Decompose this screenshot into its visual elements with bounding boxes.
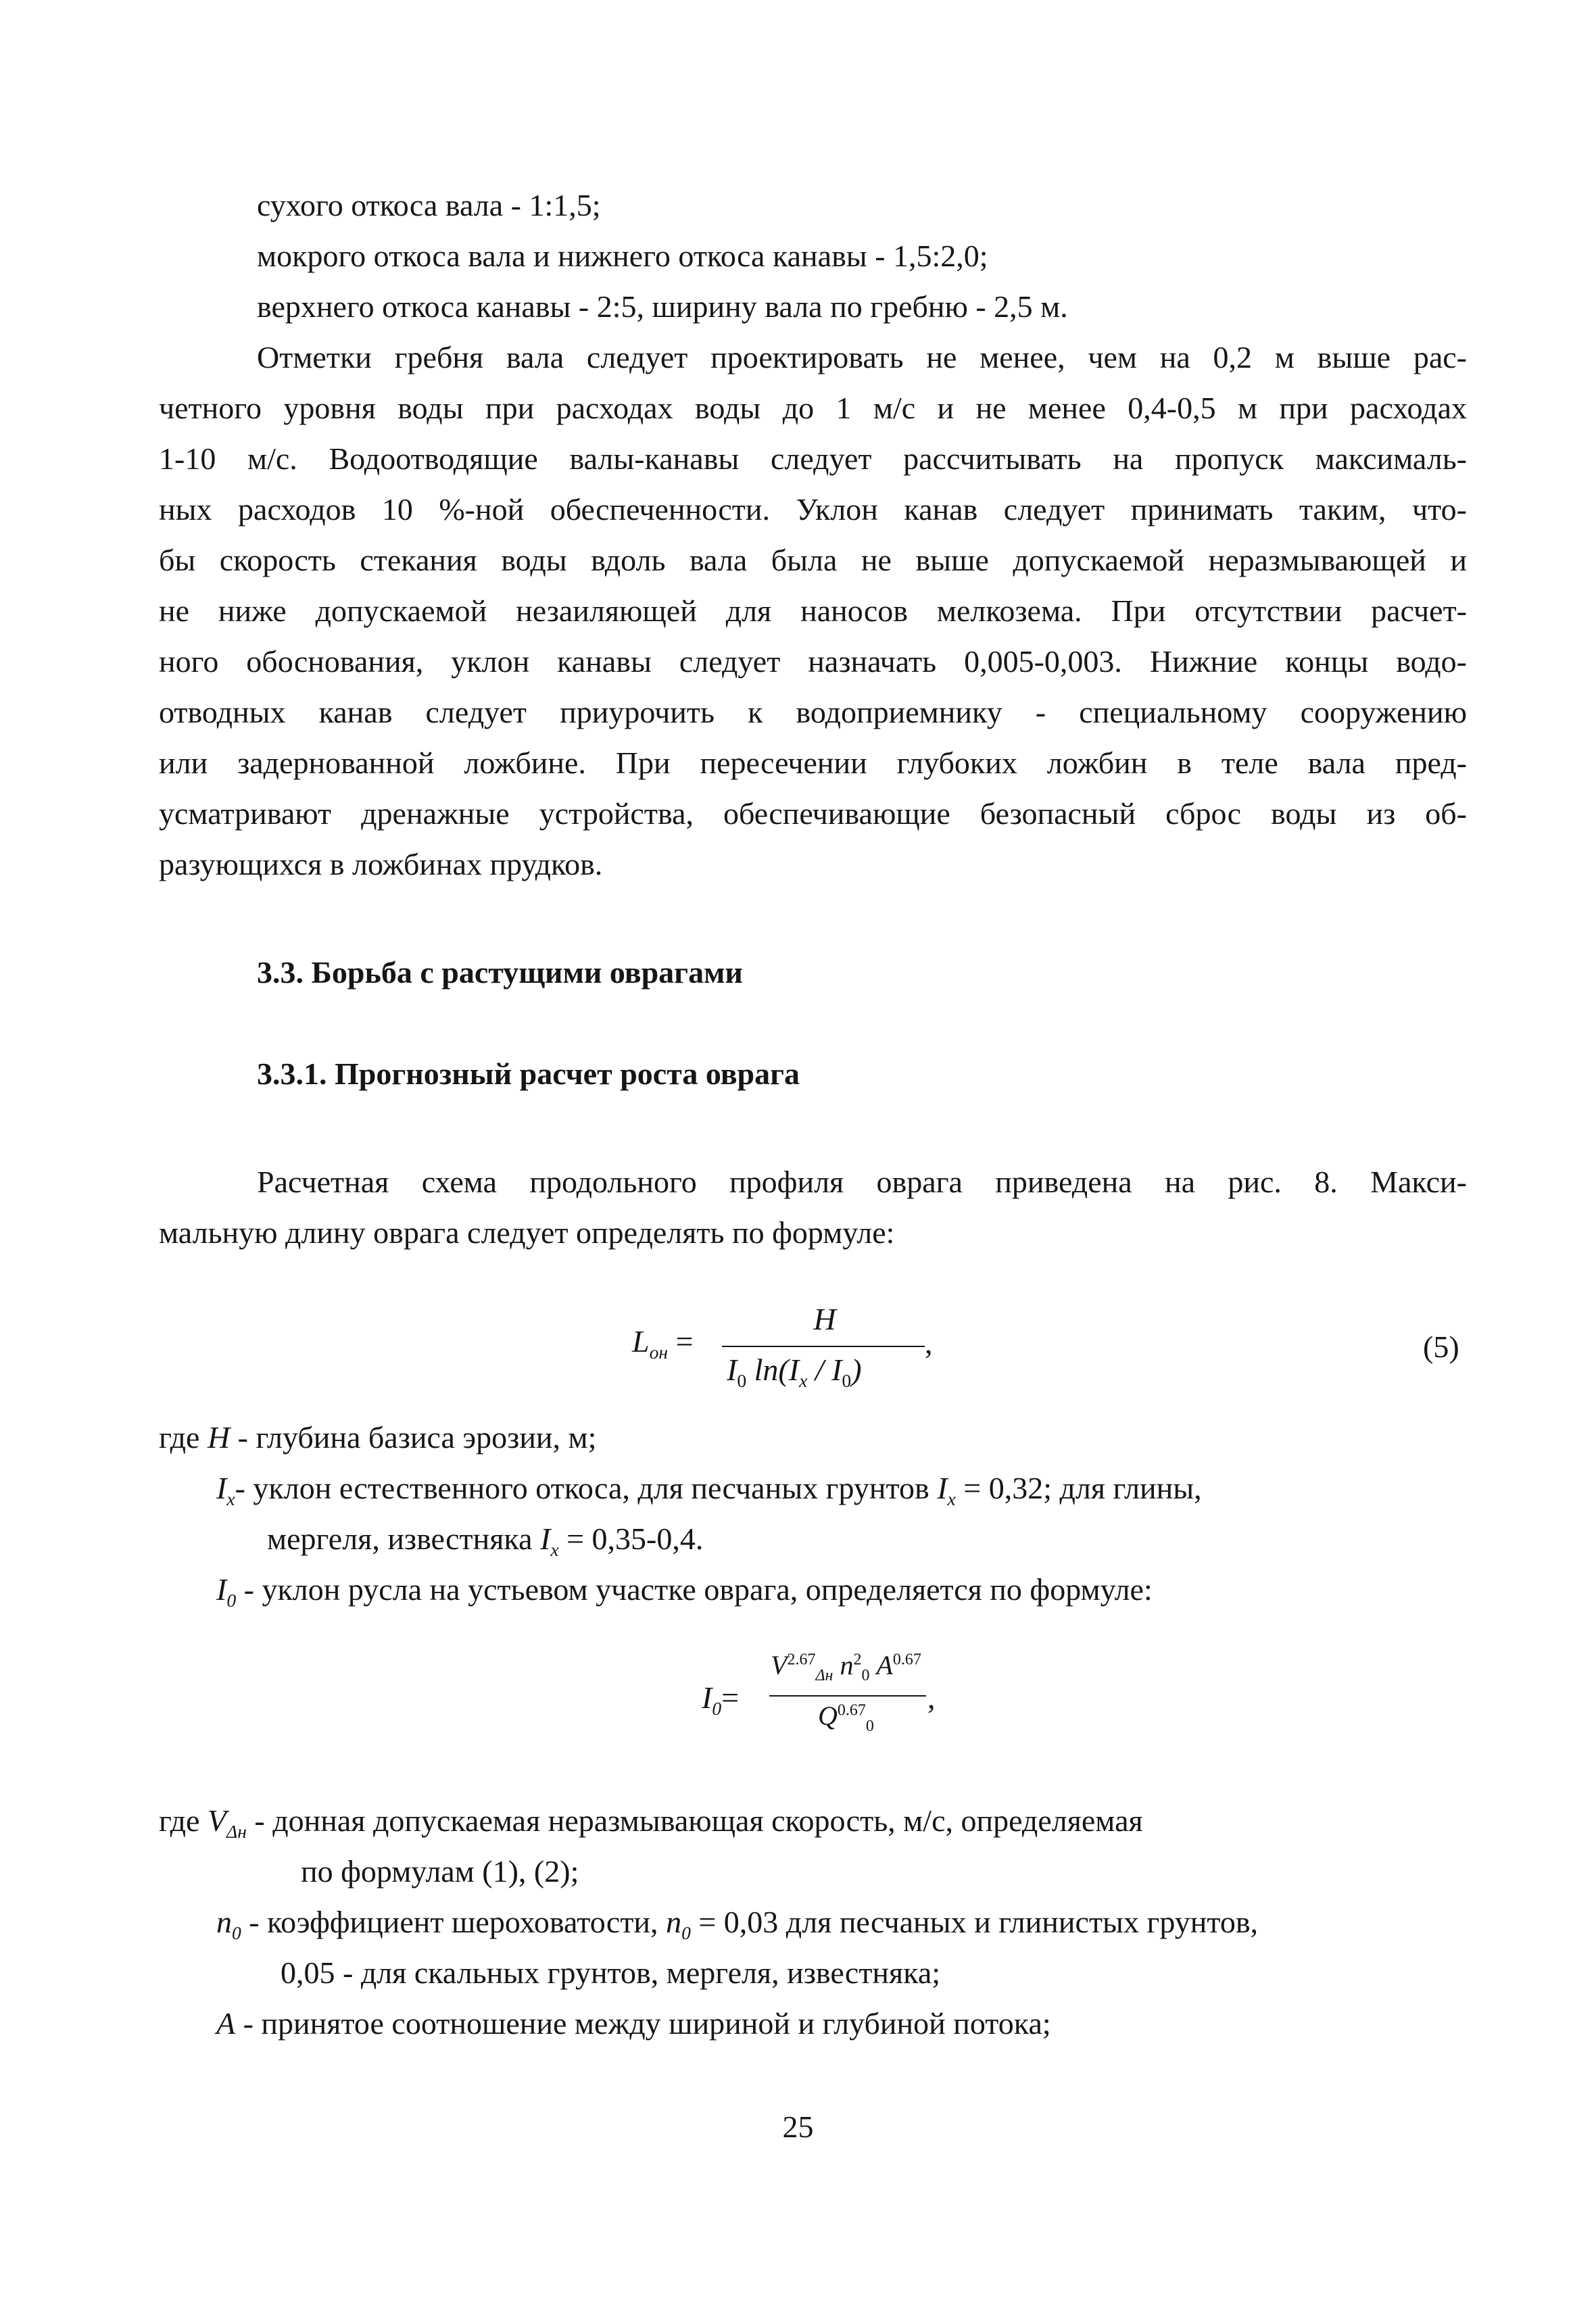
formula-denominator: $Q^{0.67}_0$ [818, 1701, 874, 1735]
subsection-heading: 3.3.1. Прогнозный расчет роста оврага [257, 1056, 800, 1091]
paragraph-line: отводных канав следует приурочить к водоприемнику - специальному сооружению [159, 695, 1467, 729]
paragraph-line: бы скорость стекания воды вдоль вала была не выше допускаемой неразмывающей и [159, 543, 1467, 577]
definition-line: $I_0$ - уклон русла на устьевом участке оврага, определяется по формуле: [216, 1572, 1153, 1611]
page-number: 25 [782, 2110, 814, 2144]
paragraph-line: мальную длину оврага следует определять по формуле: [159, 1215, 895, 1250]
formula-denominator: $I_0$ $\ln(I_x / I_0)$ [727, 1353, 862, 1392]
formula-comma: , [925, 1325, 933, 1360]
formula-lhs: $I_0=$ [702, 1680, 740, 1720]
text-line: мокрого откоса вала и нижнего откоса канавы - 1,5:2,0; [257, 239, 988, 273]
paragraph-line: Отметки гребня вала следует проектировать не менее, чем на 0,2 м выше рас- [257, 340, 1467, 374]
text-line: верхнего откоса канавы - 2:5, ширину вала по гребню - 2,5 м. [257, 289, 1068, 324]
text-line: сухого откоса вала - 1:1,5; [257, 188, 601, 222]
formula-numerator: $V^{2.67}_{\Delta н}$ $n^2_0$ $A^{0.67}$ [771, 1650, 921, 1684]
paragraph-line: или задернованной ложбине. При пересечении глубоких ложбин в теле вала пред- [159, 746, 1467, 780]
definition-line: A - принятое соотношение между шириной и глубиной потока; [216, 2006, 1051, 2041]
definition-line: $I_x-$ уклон естественного откоса, для песчаных грунтов $I_x = 0,32$; для глины, [216, 1471, 1202, 1510]
definition-line: где $V_{\Delta н}$ - донная допускаемая неразмывающая скорость, м/с, определяемая [159, 1803, 1143, 1843]
paragraph-line: усматривают дренажные устройства, обеспечивающие безопасный сброс воды из об- [159, 796, 1467, 831]
paragraph-line: ного обоснования, уклон канавы следует назначать 0,005-0,003. Нижние концы водо- [159, 644, 1467, 679]
fraction-bar [769, 1695, 926, 1697]
definition-line: 0,05 - для скальных грунтов, мергеля, известняка; [281, 1955, 941, 1990]
definition-line: где H - глубина базиса эрозии, м; [159, 1420, 597, 1455]
paragraph-line: Расчетная схема продольного профиля оврага приведена на рис. 8. Макси- [257, 1165, 1467, 1199]
paragraph-line: разующихся в ложбинах прудков. [159, 847, 603, 881]
section-heading: 3.3. Борьба с растущими оврагами [257, 955, 743, 990]
formula-comma: , [927, 1680, 936, 1715]
paragraph-line: ных расходов 10 %-ной обеспеченности. Уклон канав следует принимать таким, что- [159, 492, 1467, 527]
paragraph-line: 1-10 м/с. Водоотводящие валы-канавы следует рассчитывать на пропуск максималь- [159, 441, 1467, 476]
equation-number: (5) [1423, 1330, 1459, 1364]
definition-line: по формулам (1), (2); [301, 1854, 579, 1888]
formula-numerator: H [813, 1302, 836, 1336]
definition-line: $n_0$ - коэффициент шероховатости, $n_0 = 0,03$ для песчаных и глинистых грунтов, [216, 1905, 1259, 1944]
formula-lhs: $L_{он}$ = [632, 1324, 694, 1363]
paragraph-line: не ниже допускаемой незаиляющей для наносов мелкозема. При отсутствии расчет- [159, 593, 1467, 628]
fraction-bar [722, 1346, 925, 1347]
paragraph-line: четного уровня воды при расходах воды до 1 м/с и не менее 0,4-0,5 м при расходах [159, 391, 1467, 425]
definition-line: мергеля, известняка $I_x = 0,35-0,4$. [267, 1521, 704, 1561]
